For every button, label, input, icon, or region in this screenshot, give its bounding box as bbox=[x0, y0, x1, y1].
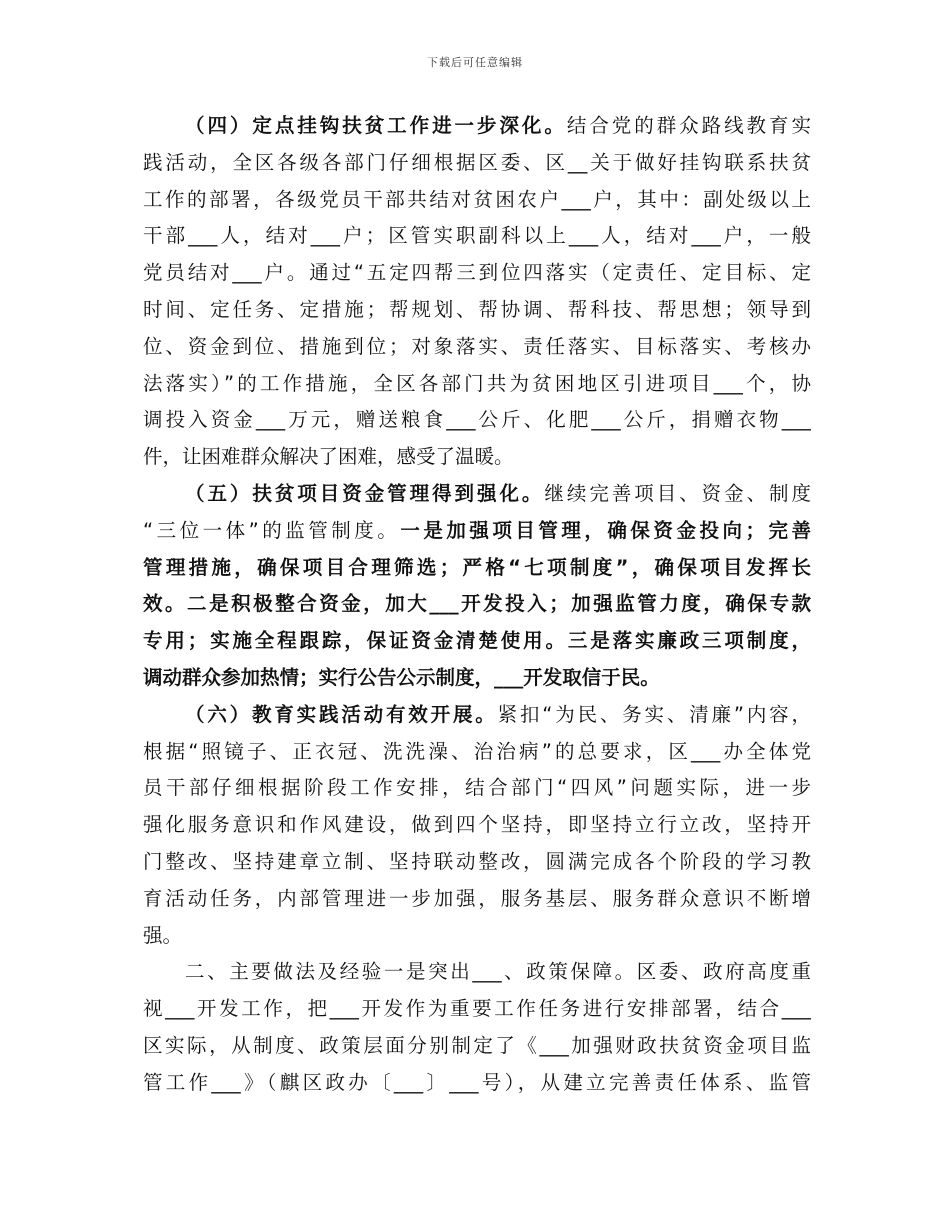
text-run: 紧扣“为民、务实、清廉”内容， bbox=[497, 702, 811, 726]
text-run: 门整改、坚持建章立制、坚持联动整改，圆满完成各个阶段的学习教 bbox=[143, 849, 811, 873]
text-run: 党员结对___户。通过“五定四帮三到位四落实（定责任、定目标、定 bbox=[143, 261, 811, 285]
bold-text-run: 管理措施，确保项目合理筛选；严格“七项制度”，确保项目发挥长 bbox=[143, 555, 811, 579]
text-line bbox=[143, 402, 811, 439]
text-run: 时间、定任务、定措施；帮规划、帮协调、帮科技、帮思想；领导到 bbox=[143, 297, 811, 321]
page-header: 下载后可任意编辑 bbox=[427, 56, 523, 69]
text-line bbox=[143, 145, 811, 182]
text-line bbox=[143, 807, 811, 844]
text-line bbox=[143, 292, 811, 329]
text-line bbox=[143, 366, 811, 403]
bold-text-run: （四）定点挂钩扶贫工作进一步深化。 bbox=[185, 114, 567, 137]
text-run: 位、资金到位、措施到位；对象落实、责任落实、目标落实、考核办 bbox=[143, 334, 811, 358]
text-run: 视___开发工作，把___开发作为重要工作任务进行安排部署，结合___ bbox=[143, 997, 811, 1021]
text-run: 育活动任务，内部管理进一步加强，服务基层、服务群众意识不断增 bbox=[143, 886, 811, 910]
text-line bbox=[143, 918, 811, 955]
text-run: 员干部仔细根据阶段工作安排，结合部门“四风”问题实际，进一步 bbox=[143, 776, 811, 800]
text-run: 干部___人，结对___户；区管实职副科以上___人，结对___户，一般 bbox=[143, 224, 811, 248]
text-line bbox=[143, 108, 811, 145]
text-line bbox=[143, 513, 811, 550]
text-run: 件，让困难群众解决了困难，感受了温暖。 bbox=[143, 445, 514, 469]
text-run: 管工作___》（麒区政办〔___〕___号），从建立完善责任体系、监管 bbox=[143, 1070, 811, 1094]
text-run: 二、主要做法及经验一是突出___、政策保障。区委、政府高度重 bbox=[185, 960, 811, 984]
text-line bbox=[143, 550, 811, 587]
text-line bbox=[143, 991, 811, 1028]
bold-text-run: 一是加强项目管理，确保资金投向；完善 bbox=[400, 518, 811, 542]
text-run: 调投入资金___万元，赠送粮食___公斤、化肥___公斤，捐赠衣物___ bbox=[143, 408, 811, 432]
text-line bbox=[143, 1065, 811, 1102]
text-run: 继续完善项目、资金、制度 bbox=[544, 481, 811, 505]
bold-text-run: （六）教育实践活动有效开展。 bbox=[185, 702, 498, 726]
document-body bbox=[143, 108, 811, 1102]
text-line bbox=[143, 218, 811, 255]
bold-text-run: （五）扶贫项目资金管理得到强化。 bbox=[185, 481, 545, 505]
text-line bbox=[143, 844, 811, 881]
text-line bbox=[143, 586, 811, 623]
text-line bbox=[143, 1028, 811, 1065]
text-line bbox=[143, 697, 811, 734]
text-run: 结合党的群众路线教育实 bbox=[566, 114, 811, 137]
bold-text-run: 专用；实施全程跟踪，保证资金清楚使用。三是落实廉政三项制度， bbox=[143, 629, 811, 653]
text-line bbox=[143, 954, 811, 991]
text-line bbox=[143, 734, 811, 771]
text-line bbox=[143, 182, 811, 219]
text-run: 工作的部署，各级党员干部共结对贫困农户___户，其中：副处级以上 bbox=[143, 187, 811, 211]
text-run: 践活动，全区各级各部门仔细根据区委、区__关于做好挂钩联系扶贫 bbox=[143, 150, 811, 174]
text-line bbox=[143, 439, 811, 476]
bold-text-run: 效。二是积极整合资金，加大___开发投入；加强监管力度，确保专款 bbox=[143, 592, 811, 616]
text-run: 强化服务意识和作风建设，做到四个坚持，即坚持立行立改，坚持开 bbox=[143, 813, 811, 837]
text-line bbox=[143, 476, 811, 513]
text-run: 根据“照镜子、正衣冠、洗洗澡、治治病”的总要求，区___办全体党 bbox=[143, 739, 811, 763]
text-line bbox=[143, 329, 811, 366]
text-line bbox=[143, 623, 811, 660]
text-line bbox=[143, 255, 811, 292]
text-line bbox=[143, 660, 811, 697]
text-line bbox=[143, 770, 811, 807]
text-line bbox=[143, 881, 811, 918]
text-run: 法落实）”的工作措施，全区各部门共为贫困地区引进项目___个，协 bbox=[143, 371, 811, 395]
bold-text-run: 调动群众参加热情；实行公告公示制度，___开发取信于民。 bbox=[143, 665, 660, 689]
text-run: 强。 bbox=[143, 923, 183, 947]
text-run: “三位一体”的监管制度。 bbox=[143, 518, 401, 542]
text-run: 区实际，从制度、政策层面分别制定了《___加强财政扶贫资金项目监 bbox=[143, 1033, 811, 1057]
